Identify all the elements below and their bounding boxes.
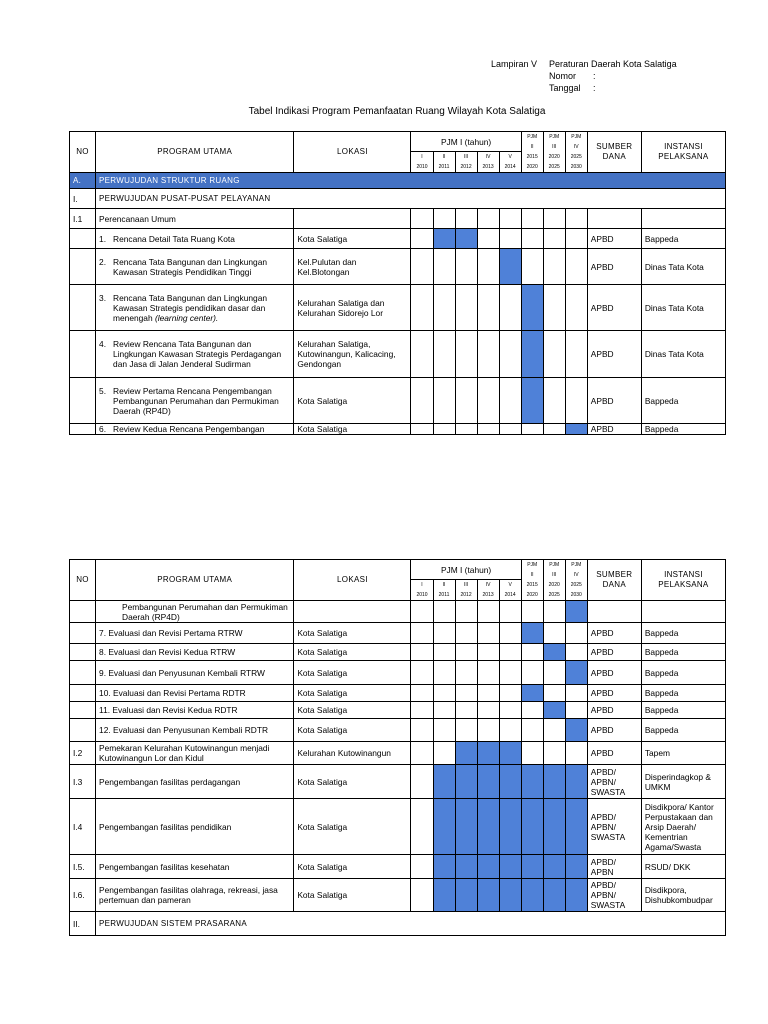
schedule-bar bbox=[565, 765, 587, 799]
row-program: 11. Evaluasi dan Revisi Kedua RDTR bbox=[96, 702, 294, 719]
row-dana: APBD bbox=[587, 623, 641, 644]
col-pjm2: PJM II 2015 2020 bbox=[521, 132, 543, 173]
year-3: III 2012 bbox=[455, 152, 477, 173]
schedule-bar bbox=[455, 229, 477, 249]
year-2: II 2011 bbox=[433, 580, 455, 601]
schedule-bar bbox=[499, 742, 521, 765]
table-row bbox=[70, 719, 726, 742]
row-instansi: Bappeda bbox=[641, 685, 725, 702]
schedule-bar bbox=[565, 719, 587, 742]
year-2: II 2011 bbox=[433, 152, 455, 173]
appendix-label: Lampiran V bbox=[491, 59, 538, 69]
row-dana: APBD/ APBN/ SWASTA bbox=[587, 765, 641, 799]
year-4: IV 2013 bbox=[477, 152, 499, 173]
row-program: 1. Rencana Detail Tata Ruang Kota bbox=[96, 229, 294, 249]
schedule-bar bbox=[521, 765, 543, 799]
row-lokasi: Kota Salatiga bbox=[294, 685, 411, 702]
row-instansi: Disdikpora, Dishubkombudpar bbox=[641, 879, 725, 912]
row-no: II. bbox=[70, 912, 96, 936]
row-lokasi: Kelurahan Kutowinangun bbox=[294, 742, 411, 765]
row-lokasi: Kel.Pulutan dan Kel.Blotongan bbox=[294, 249, 411, 285]
schedule-bar bbox=[521, 378, 543, 424]
year-5: V 2014 bbox=[499, 580, 521, 601]
row-dana: APBD bbox=[587, 424, 641, 435]
schedule-bar bbox=[521, 855, 543, 879]
row-program: 4. Review Rencana Tata Bangunan dan Lingkungan Kawasan Strategis Perdagangan dan Jasa di Jalan Jenderal Sudirman bbox=[96, 331, 294, 378]
schedule-bar bbox=[455, 855, 477, 879]
table-row bbox=[70, 424, 726, 435]
subsection-label: PERWUJUDAN PUSAT-PUSAT PELAYANAN bbox=[96, 189, 726, 209]
row-lokasi: Kota Salatiga bbox=[294, 424, 411, 435]
row-instansi: Disperindagkop & UMKM bbox=[641, 765, 725, 799]
row-instansi: Bappeda bbox=[641, 644, 725, 661]
row-no: I.2 bbox=[70, 742, 96, 765]
schedule-bar bbox=[499, 855, 521, 879]
row-dana: APBD bbox=[587, 661, 641, 685]
table-row bbox=[70, 685, 726, 702]
schedule-bar bbox=[543, 855, 565, 879]
row-dana: APBD bbox=[587, 742, 641, 765]
table-title: Tabel Indikasi Program Pemanfaatan Ruang Wilayah Kota Salatiga bbox=[248, 106, 546, 117]
row-dana: APBD bbox=[587, 249, 641, 285]
section-row bbox=[70, 173, 726, 189]
row-program: Pengembangan fasilitas pendidikan bbox=[96, 799, 294, 855]
schedule-bar bbox=[543, 702, 565, 719]
row-lokasi: Kelurahan Salatiga, Kutowinangun, Kalicacing, Gendongan bbox=[294, 331, 411, 378]
row-dana: APBD/ APBN bbox=[587, 855, 641, 879]
col-instansi: INSTANSI PELAKSANA bbox=[641, 560, 725, 601]
schedule-bar bbox=[455, 879, 477, 912]
row-dana: APBD bbox=[587, 378, 641, 424]
row-instansi: Bappeda bbox=[641, 661, 725, 685]
schedule-bar bbox=[521, 799, 543, 855]
col-pjm1: PJM I (tahun) bbox=[411, 560, 521, 580]
row-dana: APBD bbox=[587, 331, 641, 378]
row-program: 12. Evaluasi dan Penyusunan Kembali RDTR bbox=[96, 719, 294, 742]
row-no: I.5. bbox=[70, 855, 96, 879]
schedule-bar bbox=[543, 644, 565, 661]
table-row bbox=[70, 378, 726, 424]
schedule-bar bbox=[565, 799, 587, 855]
row-instansi: Dinas Tata Kota bbox=[641, 249, 725, 285]
schedule-bar bbox=[477, 799, 499, 855]
col-pjm4: PJM IV 2025 2030 bbox=[565, 560, 587, 601]
table-row bbox=[70, 601, 726, 623]
row-instansi: Bappeda bbox=[641, 623, 725, 644]
schedule-bar bbox=[433, 229, 455, 249]
schedule-bar bbox=[433, 799, 455, 855]
col-sumber-dana: SUMBER DANA bbox=[587, 132, 641, 173]
schedule-bar bbox=[455, 799, 477, 855]
row-program: 7. Evaluasi dan Revisi Pertama RTRW bbox=[96, 623, 294, 644]
schedule-bar bbox=[433, 879, 455, 912]
table-row bbox=[70, 661, 726, 685]
section-label: PERWUJUDAN STRUKTUR RUANG bbox=[96, 173, 726, 189]
schedule-bar bbox=[477, 765, 499, 799]
colon: : bbox=[593, 83, 596, 93]
table-row bbox=[70, 249, 726, 285]
row-program: 3. Rencana Tata Bangunan dan Lingkungan Kawasan Strategis pendidikan dasar dan menengah (learning center). bbox=[96, 285, 294, 331]
row-lokasi: Kota Salatiga bbox=[294, 702, 411, 719]
schedule-bar bbox=[565, 661, 587, 685]
row-lokasi: Kota Salatiga bbox=[294, 378, 411, 424]
schedule-bar bbox=[521, 879, 543, 912]
section-row bbox=[70, 912, 726, 936]
row-lokasi: Kota Salatiga bbox=[294, 661, 411, 685]
year-1: I 2010 bbox=[411, 152, 433, 173]
row-program: Pemekaran Kelurahan Kutowinangun menjadi Kutowinangun Lor dan Kidul bbox=[96, 742, 294, 765]
col-no: NO bbox=[70, 560, 96, 601]
col-sumber-dana: SUMBER DANA bbox=[587, 560, 641, 601]
row-dana: APBD bbox=[587, 644, 641, 661]
colon: : bbox=[593, 71, 596, 81]
row-instansi: Dinas Tata Kota bbox=[641, 285, 725, 331]
document-header bbox=[491, 58, 677, 94]
row-instansi: RSUD/ DKK bbox=[641, 855, 725, 879]
col-lokasi: LOKASI bbox=[294, 560, 411, 601]
row-program: Pengembangan fasilitas kesehatan bbox=[96, 855, 294, 879]
row-lokasi: Kelurahan Salatiga dan Kelurahan Sidorejo Lor bbox=[294, 285, 411, 331]
row-program: Perencanaan Umum bbox=[96, 209, 294, 229]
table-row bbox=[70, 623, 726, 644]
row-instansi: Bappeda bbox=[641, 378, 725, 424]
col-program: PROGRAM UTAMA bbox=[96, 560, 294, 601]
row-lokasi: Kota Salatiga bbox=[294, 799, 411, 855]
schedule-bar bbox=[521, 623, 543, 644]
schedule-bar bbox=[543, 879, 565, 912]
schedule-bar bbox=[543, 765, 565, 799]
row-no: I.1 bbox=[70, 209, 96, 229]
row-program: 2. Rencana Tata Bangunan dan Lingkungan Kawasan Strategis Pendidikan Tinggi bbox=[96, 249, 294, 285]
year-1: I 2010 bbox=[411, 580, 433, 601]
row-instansi: Bappeda bbox=[641, 229, 725, 249]
schedule-bar bbox=[477, 742, 499, 765]
regulation-title: Peraturan Daerah Kota Salatiga bbox=[549, 59, 677, 69]
table-row bbox=[70, 855, 726, 879]
row-dana: APBD bbox=[587, 285, 641, 331]
row-dana: APBD bbox=[587, 685, 641, 702]
year-3: III 2012 bbox=[455, 580, 477, 601]
table-row bbox=[70, 765, 726, 799]
schedule-bar bbox=[565, 855, 587, 879]
schedule-bar bbox=[543, 799, 565, 855]
col-pjm2: PJM II 2015 2020 bbox=[521, 560, 543, 601]
table-row bbox=[70, 702, 726, 719]
col-no: NO bbox=[70, 132, 96, 173]
header-row bbox=[70, 132, 726, 152]
row-lokasi: Kota Salatiga bbox=[294, 644, 411, 661]
subsection-no: I. bbox=[70, 189, 96, 209]
schedule-bar bbox=[455, 765, 477, 799]
row-program: 5. Review Pertama Rencana Pengembangan Pembangunan Perumahan dan Permukiman Daerah (RP4D) bbox=[96, 378, 294, 424]
schedule-bar bbox=[455, 742, 477, 765]
schedule-bar bbox=[477, 855, 499, 879]
tanggal-label: Tanggal bbox=[549, 83, 581, 93]
table-row bbox=[70, 644, 726, 661]
schedule-bar bbox=[477, 879, 499, 912]
row-dana: APBD/ APBN/ SWASTA bbox=[587, 799, 641, 855]
table-row bbox=[70, 742, 726, 765]
schedule-bar bbox=[565, 601, 587, 623]
schedule-bar bbox=[521, 285, 543, 331]
schedule-bar bbox=[499, 765, 521, 799]
row-instansi: Tapem bbox=[641, 742, 725, 765]
schedule-bar bbox=[521, 331, 543, 378]
schedule-bar bbox=[521, 685, 543, 702]
row-no: I.3 bbox=[70, 765, 96, 799]
schedule-bar bbox=[499, 799, 521, 855]
schedule-bar bbox=[565, 879, 587, 912]
header-row bbox=[70, 560, 726, 580]
schedule-bar bbox=[565, 424, 587, 435]
row-instansi: Bappeda bbox=[641, 424, 725, 435]
nomor-label: Nomor bbox=[549, 71, 577, 81]
year-4: IV 2013 bbox=[477, 580, 499, 601]
row-lokasi: Kota Salatiga bbox=[294, 879, 411, 912]
col-pjm1: PJM I (tahun) bbox=[411, 132, 521, 152]
row-instansi: Bappeda bbox=[641, 702, 725, 719]
row-no: I.4 bbox=[70, 799, 96, 855]
table-row bbox=[70, 229, 726, 249]
col-program: PROGRAM UTAMA bbox=[96, 132, 294, 173]
program-table-1 bbox=[69, 131, 726, 435]
schedule-bar bbox=[499, 879, 521, 912]
col-lokasi: LOKASI bbox=[294, 132, 411, 173]
row-dana: APBD bbox=[587, 719, 641, 742]
row-instansi: Bappeda bbox=[641, 719, 725, 742]
row-dana: APBD bbox=[587, 702, 641, 719]
row-dana: APBD bbox=[587, 229, 641, 249]
section-no: A. bbox=[70, 173, 96, 189]
row-instansi: Disdikpora/ Kantor Perpustakaan dan Arsip Daerah/ Kementrian Agama/Swasta bbox=[641, 799, 725, 855]
section-label: PERWUJUDAN SISTEM PRASARANA bbox=[96, 912, 726, 936]
table-row bbox=[70, 799, 726, 855]
col-pjm3: PJM III 2020 2025 bbox=[543, 560, 565, 601]
row-lokasi: Kota Salatiga bbox=[294, 229, 411, 249]
table-row bbox=[70, 209, 726, 229]
schedule-bar bbox=[499, 249, 521, 285]
table-row bbox=[70, 285, 726, 331]
col-pjm4: PJM IV 2025 2030 bbox=[565, 132, 587, 173]
row-lokasi: Kota Salatiga bbox=[294, 765, 411, 799]
schedule-bar bbox=[433, 765, 455, 799]
program-table-2 bbox=[69, 559, 726, 936]
row-lokasi: Kota Salatiga bbox=[294, 623, 411, 644]
row-program: 8. Evaluasi dan Revisi Kedua RTRW bbox=[96, 644, 294, 661]
row-program: 6. Review Kedua Rencana Pengembangan bbox=[96, 424, 294, 435]
row-program: Pengembangan fasilitas olahraga, rekreasi, jasa pertemuan dan pameran bbox=[96, 879, 294, 912]
table-row bbox=[70, 879, 726, 912]
col-instansi: INSTANSI PELAKSANA bbox=[641, 132, 725, 173]
row-instansi: Dinas Tata Kota bbox=[641, 331, 725, 378]
row-dana: APBD/ APBN/ SWASTA bbox=[587, 879, 641, 912]
row-program: Pengembangan fasilitas perdagangan bbox=[96, 765, 294, 799]
row-program: Pembangunan Perumahan dan Permukiman Daerah (RP4D) bbox=[96, 601, 294, 623]
row-program: 10. Evaluasi dan Revisi Pertama RDTR bbox=[96, 685, 294, 702]
row-program: 9. Evaluasi dan Penyusunan Kembali RTRW bbox=[96, 661, 294, 685]
row-lokasi: Kota Salatiga bbox=[294, 719, 411, 742]
row-no: I.6. bbox=[70, 879, 96, 912]
year-5: V 2014 bbox=[499, 152, 521, 173]
col-pjm3: PJM III 2020 2025 bbox=[543, 132, 565, 173]
subsection-row bbox=[70, 189, 726, 209]
row-lokasi: Kota Salatiga bbox=[294, 855, 411, 879]
table-row bbox=[70, 331, 726, 378]
schedule-bar bbox=[433, 855, 455, 879]
